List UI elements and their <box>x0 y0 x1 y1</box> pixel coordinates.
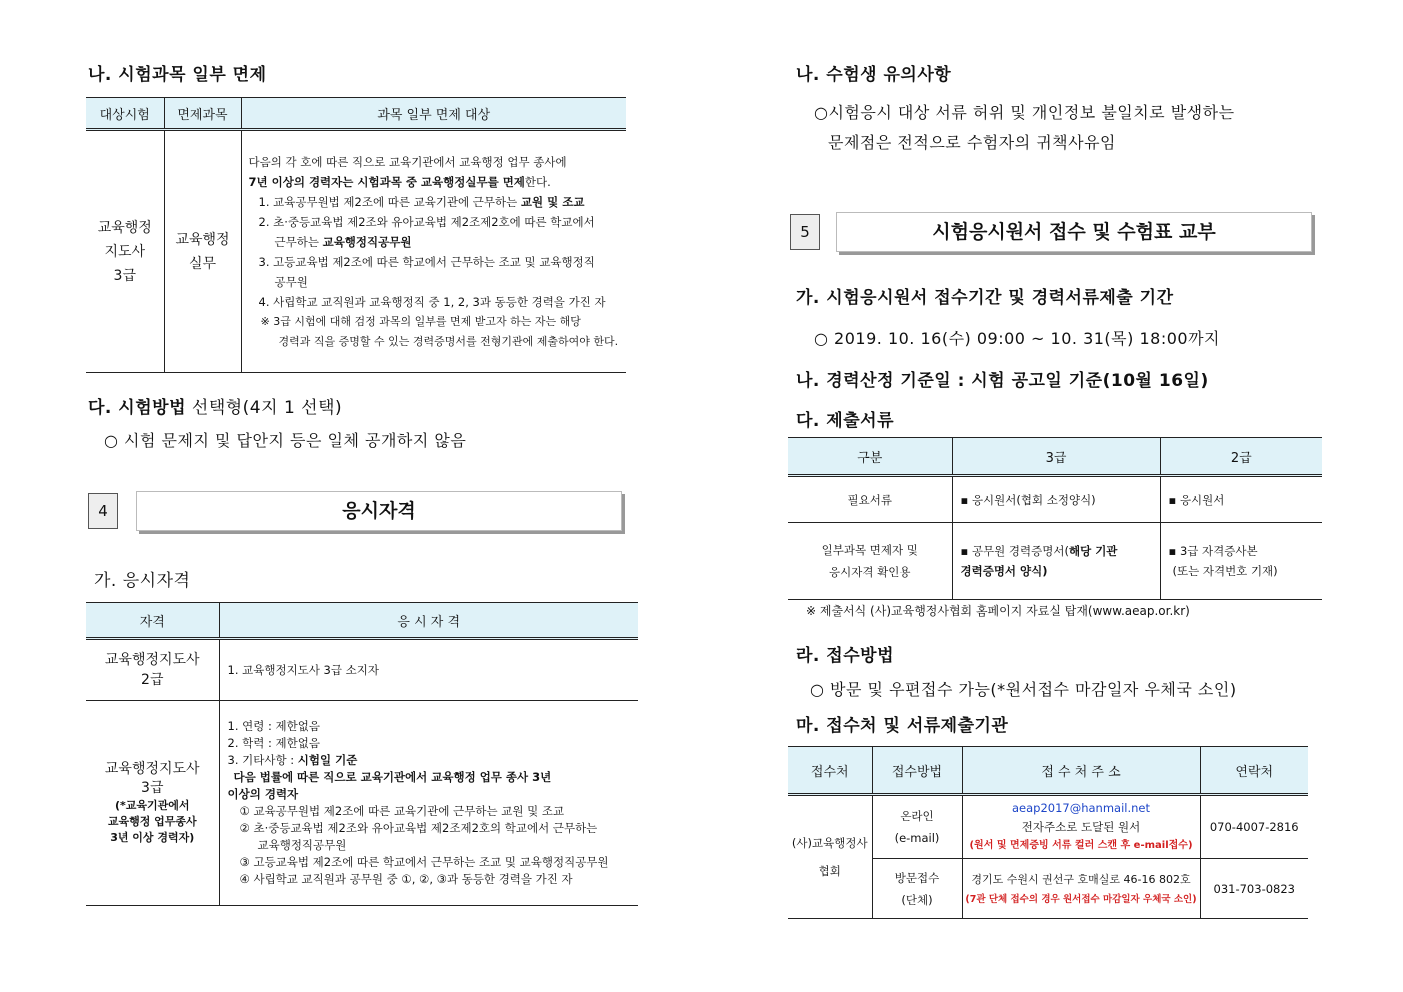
row2-sub-line: 3년 이상 경력자) <box>110 831 195 844</box>
online-method-line: 온라인 <box>900 809 934 823</box>
documents-row2-grade3 <box>952 523 1160 600</box>
exemption-intro-bold: 7년 이상의 경력자는 시험과목 중 교육행정실무를 면제 <box>248 174 525 189</box>
row2-line: 2. 학력 : 제한없음 <box>227 736 320 750</box>
row2-line3-bold: 시험일 기준 <box>297 753 358 767</box>
item2-text: 근무하는 <box>274 234 323 249</box>
item2-bold: 교육행정직공무원 <box>322 234 412 249</box>
exemption-intro-line1: 다음의 각 호에 따른 직으로 교육기관에서 교육행정 업무 종사에 <box>248 154 567 169</box>
row1-label-line: 교육행정지도사 <box>104 652 200 668</box>
item1-text: 1. 교육공무원법 제2조에 따른 교육기관에 근무하는 <box>258 194 521 209</box>
row2-line3-text: 3. 기타사항 : <box>227 753 298 767</box>
exemption-note-line2: 경력과 직을 증명할 수 있는 경력증명서를 전형기관에 제출하여야 한다. <box>278 334 619 348</box>
notice-heading: 나. 수험생 유의사항 <box>796 65 952 85</box>
row2-line <box>228 752 639 769</box>
qualification-row1-label <box>86 639 219 701</box>
row2-label-line: 교육행정지도사 <box>104 761 200 777</box>
target-exam-line: 지도사 <box>104 243 146 260</box>
period-text: ○ 2019. 10. 16(수) 09:00 ~ 10. 31(목) 18:00까지 <box>814 329 1220 348</box>
documents-header-grade2: 2급 <box>1160 438 1322 476</box>
qualification-header-detail: 응 시 자 격 <box>219 603 638 639</box>
target-exam-line: 3급 <box>113 267 136 284</box>
documents-header-grade3: 3급 <box>952 438 1160 476</box>
row2-line: ③ 고등교육법 제2조에 따른 학교에서 근무하는 조교 및 교육행정직공무원 <box>239 855 609 869</box>
qualification-header-level: 자격 <box>86 603 219 639</box>
online-email-link[interactable]: aeap2017@hanmail.net <box>1011 801 1151 815</box>
exemption-subject <box>164 130 241 373</box>
qualification-row2-detail <box>219 701 638 906</box>
row2-grade3-line1 <box>961 541 1160 561</box>
method-text: ○ 시험 문제지 및 답안지 등은 일체 공개하지 않음 <box>104 431 467 450</box>
basis-heading: 나. 경력산정 기준일 : 시험 공고일 기준(10월 16일) <box>796 371 1209 391</box>
documents-row2-label <box>788 523 952 600</box>
row2-label-line: 일부과목 면제자 및 <box>821 543 918 557</box>
place-online-phone: 070-4007-2816 <box>1200 795 1308 859</box>
method-heading-normal: 선택형(4지 1 선택) <box>186 398 343 418</box>
qualification-row2-label <box>86 701 219 906</box>
row2-line: ② 초·중등교육법 제2조와 유아교육법 제2조제2호의 학교에서 근무하는 <box>239 821 598 835</box>
visit-method-line: 방문접수 <box>894 870 940 885</box>
exemption-table <box>86 97 626 373</box>
exemption-item3-line1: 3. 고등교육법 제2조에 따른 학교에서 근무하는 조교 및 교육행정직 <box>258 254 595 269</box>
row2-sub-line: (*교육기관에서 <box>114 799 190 812</box>
online-address-text: 전자주소로 도달된 원서 <box>1021 820 1141 834</box>
documents-row1-grade3: ▪ 응시원서(협회 소정양식) <box>952 476 1160 523</box>
target-exam-line: 교육행정 <box>97 219 152 236</box>
online-method-line: (e-mail) <box>894 831 940 845</box>
exemption-header-subject: 면제과목 <box>164 98 241 130</box>
place-org <box>788 795 872 919</box>
visit-method-line: (단체) <box>901 892 933 907</box>
visit-address-note: (7관 단체 접수의 경우 원서접수 마감일자 우체국 소인) <box>965 893 1197 905</box>
period-heading: 가. 시험응시원서 접수기간 및 경력서류제출 기간 <box>796 288 1174 308</box>
section5-number: 5 <box>790 214 820 250</box>
documents-table <box>788 437 1322 600</box>
exemption-detail <box>241 130 626 373</box>
exemption-heading: 나. 시험과목 일부 면제 <box>88 65 267 85</box>
exemption-item3-line2: 공무원 <box>274 274 308 289</box>
place-header-address: 접 수 처 주 소 <box>962 747 1200 795</box>
receipt-text: ○ 방문 및 우편접수 가능(*원서접수 마감일자 우체국 소인) <box>810 680 1237 699</box>
row2-grade3-line2: 경력증명서 양식) <box>960 564 1048 578</box>
row2-sub-line: 교육행정 업무종사 <box>107 815 197 828</box>
row2-grade2-line: ▪ 3급 자격증사본 <box>1168 544 1258 558</box>
exemption-header-detail: 과목 일부 면제 대상 <box>241 98 626 130</box>
row2-grade3-bold: 해당 기관 <box>1068 544 1118 558</box>
exemption-item2-line2 <box>249 232 627 252</box>
section5-title: 시험응시원서 접수 및 수험표 교부 <box>836 212 1312 252</box>
place-visit-phone: 031-703-0823 <box>1200 859 1308 919</box>
exemption-note-line1: ※ 3급 시험에 대해 검정 과목의 일부를 면제 받고자 하는 자는 해당 <box>260 314 581 328</box>
documents-heading: 다. 제출서류 <box>796 411 894 431</box>
place-heading: 마. 접수처 및 서류제출기관 <box>796 716 1009 736</box>
documents-row2-grade2 <box>1160 523 1322 600</box>
receipt-heading: 라. 접수방법 <box>796 646 894 666</box>
documents-row1-label: 필요서류 <box>788 476 952 523</box>
place-table <box>788 746 1308 919</box>
exemption-intro-line2 <box>249 172 627 192</box>
exemption-item4: 4. 사립학교 교직원과 교육행정직 중 1, 2, 3과 동등한 경력을 가진 자 <box>258 294 606 309</box>
place-online-address <box>962 795 1200 859</box>
item1-bold: 교원 및 조교 <box>520 194 585 209</box>
documents-note: ※ 제출서식 (사)교육행정사협회 홈페이지 자료실 탑재(www.aeap.or.kr) <box>806 604 1190 618</box>
exempt-subject-line: 교육행정 <box>175 231 230 248</box>
place-header-phone: 연락처 <box>1200 747 1308 795</box>
place-org-line: (사)교육행정사 <box>791 836 868 850</box>
place-header-org: 접수처 <box>788 747 872 795</box>
exemption-intro-tail: 한다. <box>524 174 551 189</box>
row2-grade2-line: (또는 자격번호 기재) <box>1172 564 1278 578</box>
row2-line: ① 교육공무원법 제2조에 따른 교육기관에 근무하는 교원 및 조교 <box>239 804 565 818</box>
exemption-item1 <box>249 192 627 212</box>
exemption-header-target: 대상시험 <box>86 98 164 130</box>
method-heading <box>88 393 342 418</box>
exemption-item2-line1: 2. 초·중등교육법 제2조와 유아교육법 제2조제2호에 따른 학교에서 <box>258 214 595 229</box>
section4-title: 응시자격 <box>136 491 622 531</box>
row1-label-line: 2급 <box>141 672 164 688</box>
row2-line: 이상의 경력자 <box>227 787 299 801</box>
row2-line: 교육행정직공무원 <box>257 838 347 852</box>
place-org-line: 협회 <box>818 864 841 878</box>
row2-line: ④ 사립학교 교직원과 공무원 중 ①, ②, ③과 동등한 경력을 가진 자 <box>239 872 573 886</box>
row2-label-line: 3급 <box>141 780 164 796</box>
notice-line2: 문제점은 전적으로 수험자의 귀책사유임 <box>828 133 1117 152</box>
online-address-note: (원서 및 면제증빙 서류 컬러 스캔 후 e-mail접수) <box>969 840 1193 851</box>
section4-number: 4 <box>88 493 118 529</box>
exempt-subject-line: 실무 <box>188 255 217 272</box>
documents-header-category: 구분 <box>788 438 952 476</box>
qualification-heading: 가. 응시자격 <box>94 571 191 591</box>
place-header-method: 접수방법 <box>872 747 962 795</box>
row2-label-line: 응시자격 확인용 <box>829 565 911 579</box>
row2-line: 1. 연령 : 제한없음 <box>227 719 320 733</box>
qualification-row1-text: 1. 교육행정지도사 3급 소지자 <box>219 639 638 701</box>
place-visit-method <box>872 859 962 919</box>
qualification-table <box>86 602 638 906</box>
place-visit-address <box>962 859 1200 919</box>
notice-line1: ○시험응시 대상 서류 허위 및 개인정보 불일치로 발생하는 <box>814 103 1235 122</box>
visit-address-text: 경기도 수원시 권선구 호매실로 46-16 802호 <box>971 872 1191 886</box>
row2-grade3-text: ▪ 공무원 경력증명서( <box>960 544 1069 558</box>
row2-line: 다음 법률에 따른 직으로 교육기관에서 교육행정 업무 종사 3년 <box>233 770 552 784</box>
place-online-method <box>872 795 962 859</box>
method-heading-bold: 다. 시험방법 <box>88 398 186 418</box>
documents-row1-grade2: ▪ 응시원서 <box>1160 476 1322 523</box>
exemption-target-exam <box>86 130 164 373</box>
